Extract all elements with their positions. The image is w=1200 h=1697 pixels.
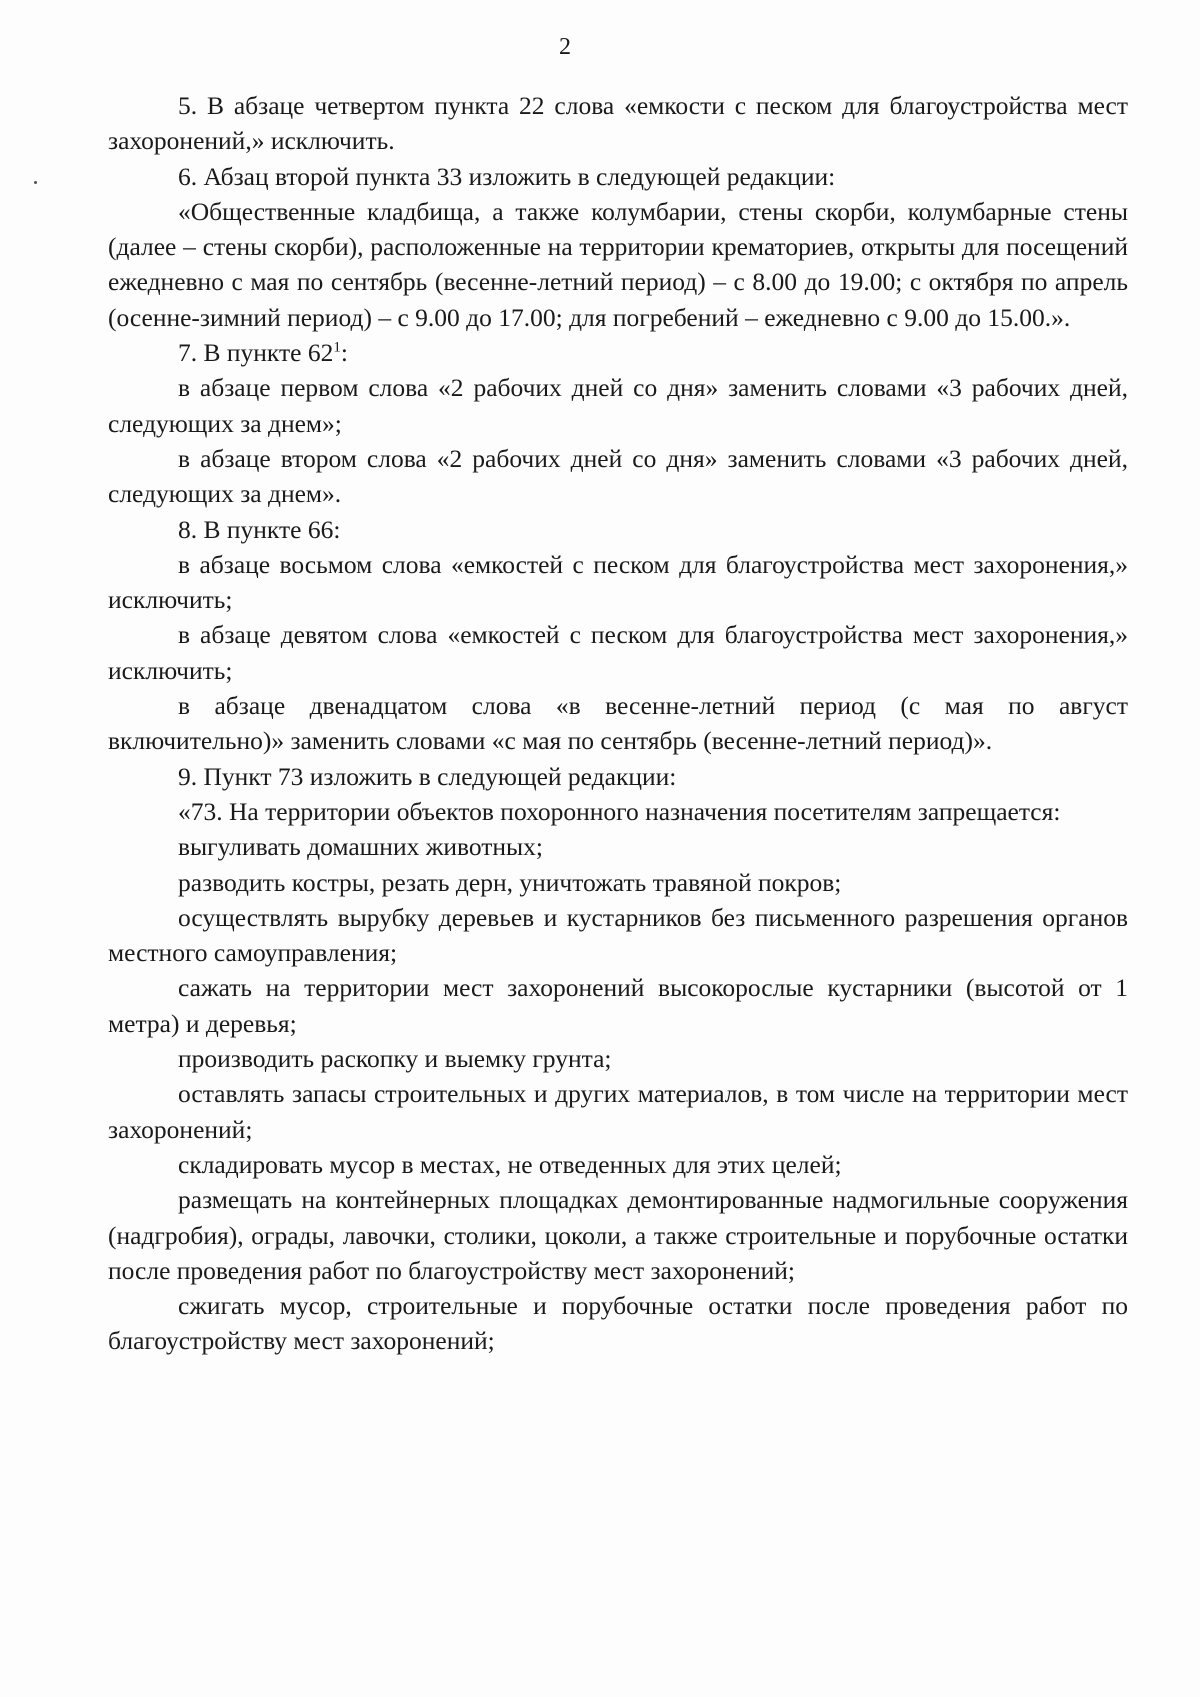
list-item-tree-cutting: осуществлять вырубку деревьев и кустарников без письменного разрешения органов местного самоуправления;: [108, 902, 1128, 968]
amendment-7-colon: :: [340, 338, 348, 368]
list-item-fires: разводить костры, резать дерн, уничтожать травяной покров;: [178, 867, 842, 897]
paragraph-8-twelfth-abzac: в абзаце двенадцатом слова «в весенне-летний период (с мая по август включительно)» заменить словами «с мая по сентябрь (весенне-летний период)».: [108, 691, 1128, 756]
amendment-7-superscript: 1: [333, 339, 341, 356]
paragraph-cemetery-hours: «Общественные кладбища, а также колумбарии, стены скорби, колумбарные стены (далее – стены скорби), расположенные на территории крематориев, открыты для посещений ежедневно с мая по сентябрь (весенне-летний период) – с 8.00 до 19.00; с октября по апрель (осенне-зимний период) – с 9.00 до 17.00; для погребений – ежедневно с 9.00 до 15.00.».: [108, 196, 1128, 332]
paragraph-amendment-5: 5. В абзаце четвертом пункта 22 слова «емкости с песком для благоустройства мест захоронений,» исключить.: [108, 91, 1128, 156]
list-item-materials: оставлять запасы строительных и других материалов, в том числе на территории мест захоронений;: [108, 1079, 1128, 1144]
amendment-7-text: 7. В пункте 62: [178, 338, 334, 368]
paragraph-8-ninth-abzac: в абзаце девятом слова «емкостей с песком для благоустройства мест захоронения,» исключить;: [108, 620, 1128, 685]
paragraph-8-eighth-abzac: в абзаце восьмом слова «емкостей с песком для благоустройства мест захоронения,» исключить;: [108, 549, 1128, 615]
document-body: [108, 88, 1128, 1359]
paragraph-amendment-7: [108, 335, 1128, 370]
list-item-burning: сжигать мусор, строительные и порубочные остатки после проведения работ по благоустройству мест захоронений;: [108, 1291, 1128, 1356]
paragraph-point-73: «73. На территории объектов похоронного назначения посетителям запрещается:: [178, 796, 1061, 826]
list-item-container-sites: размещать на контейнерных площадках демонтированные надмогильные сооружения (надгробия), ограды, лавочки, столики, цоколи, а также строительные и порубочные остатки после проведения работ по благоустройству мест захоронений;: [108, 1185, 1128, 1285]
paragraph-7-first-abzac: в абзаце первом слова «2 рабочих дней со дня» заменить словами «3 рабочих дней, следующих за днем»;: [108, 373, 1128, 438]
list-item-planting: сажать на территории мест захоронений высокорослые кустарники (высотой от 1 метра) и деревья;: [108, 973, 1128, 1038]
paragraph-amendment-8: 8. В пункте 66:: [178, 514, 341, 544]
list-item-digging: производить раскопку и выемку грунта;: [178, 1044, 612, 1074]
list-item-pets: выгуливать домашних животных;: [178, 832, 544, 862]
list-item-litter: складировать мусор в местах, не отведенных для этих целей;: [178, 1149, 842, 1179]
paragraph-amendment-9: 9. Пункт 73 изложить в следующей редакции:: [178, 761, 677, 791]
scan-speck: [34, 181, 37, 184]
paragraph-7-second-abzac: в абзаце втором слова «2 рабочих дней со дня» заменить словами «3 рабочих дней, следующих за днем».: [108, 443, 1128, 509]
page-number: 2: [559, 34, 571, 60]
paragraph-amendment-6: 6. Абзац второй пункта 33 изложить в следующей редакции:: [178, 161, 836, 191]
